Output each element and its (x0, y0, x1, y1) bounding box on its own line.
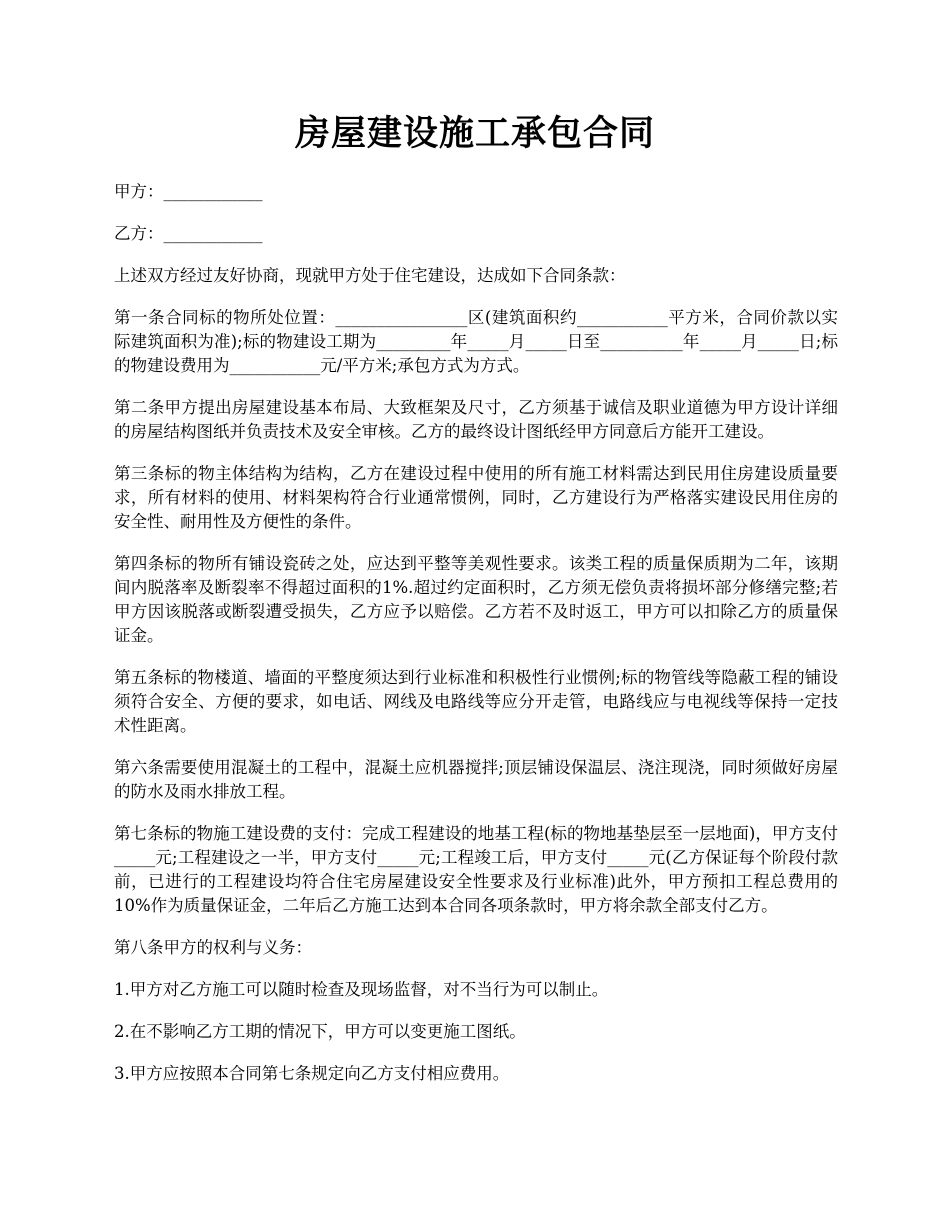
clause-8-item-2: 2.在不影响乙方工期的情况下，甲方可以变更施工图纸。 (114, 1022, 526, 1041)
clause-8-item-3: 3.甲方应按照本合同第七条规定向乙方支付相应费用。 (114, 1064, 510, 1083)
clause-7: 第七条标的物施工建设费的支付：完成工程建设的地基工程(标的物地基垫层至一层地面)，甲方支付_____元;工程建设之一半，甲方支付_____元;工程竣工后，甲方支付_____元(乙方保证每个阶段付款前，已进行的工程建设均符合住宅房屋建设安全性要求及行业标准)此外，甲方预扣工程总费用的10%作为质量保证金，二年后乙方施工达到本合同各项条款时，甲方将余款全部支付乙方。 (114, 824, 838, 915)
clause-4: 第四条标的物所有铺设瓷砖之处，应达到平整等美观性要求。该类工程的质量保质期为二年，该期间内脱落率及断裂率不得超过面积的1%.超过约定面积时，乙方须无偿负责将损坏部分修缮完整;若甲方因该脱落或断裂遭受损失，乙方应予以赔偿。乙方若不及时返工，甲方可以扣除乙方的质量保证金。 (114, 554, 838, 645)
clause-2: 第二条甲方提出房屋建设基本布局、大致框架及尺寸，乙方须基于诚信及职业道德为甲方设计详细的房屋结构图纸并负责技术及安全审核。乙方的最终设计图纸经甲方同意后方能开工建设。 (114, 398, 838, 441)
preamble: 上述双方经过友好协商，现就甲方处于住宅建设，达成如下合同条款： (114, 266, 626, 285)
clause-3: 第三条标的物主体结构为结构，乙方在建设过程中使用的所有施工材料需达到民用住房建设质量要求，所有材料的使用、材料架构符合行业通常惯例，同时，乙方建设行为严格落实建设民用住房的安全性、耐用性及方便性的条件。 (114, 464, 838, 531)
document-body (114, 180, 838, 1104)
clause-6: 第六条需要使用混凝土的工程中，混凝土应机器搅拌;顶层铺设保温层、浇注现浇，同时须做好房屋的防水及雨水排放工程。 (114, 758, 838, 801)
clause-1: 第一条合同标的物所处位置：________________区(建筑面积约___________平方米，合同价款以实际建筑面积为准);标的物建设工期为_________年_____月_____日至__________年_____月_____日;标的物建设费用为___________元/平方米;承包方式为方式。 (114, 308, 838, 375)
party-b-line: 乙方：____________ (114, 224, 263, 243)
party-a-line: 甲方：____________ (114, 182, 263, 201)
document-title: 房屋建设施工承包合同 (294, 113, 655, 154)
clause-8-item-1: 1.甲方对乙方施工可以随时检查及现场监督，对不当行为可以制止。 (114, 980, 609, 999)
clause-8-heading: 第八条甲方的权利与义务： (114, 938, 312, 957)
clause-5: 第五条标的物楼道、墙面的平整度须达到行业标准和积极性行业惯例;标的物管线等隐蔽工程的铺设须符合安全、方便的要求，如电话、网线及电路线等应分开走管，电路线应与电视线等保持一定技术性距离。 (114, 668, 838, 735)
